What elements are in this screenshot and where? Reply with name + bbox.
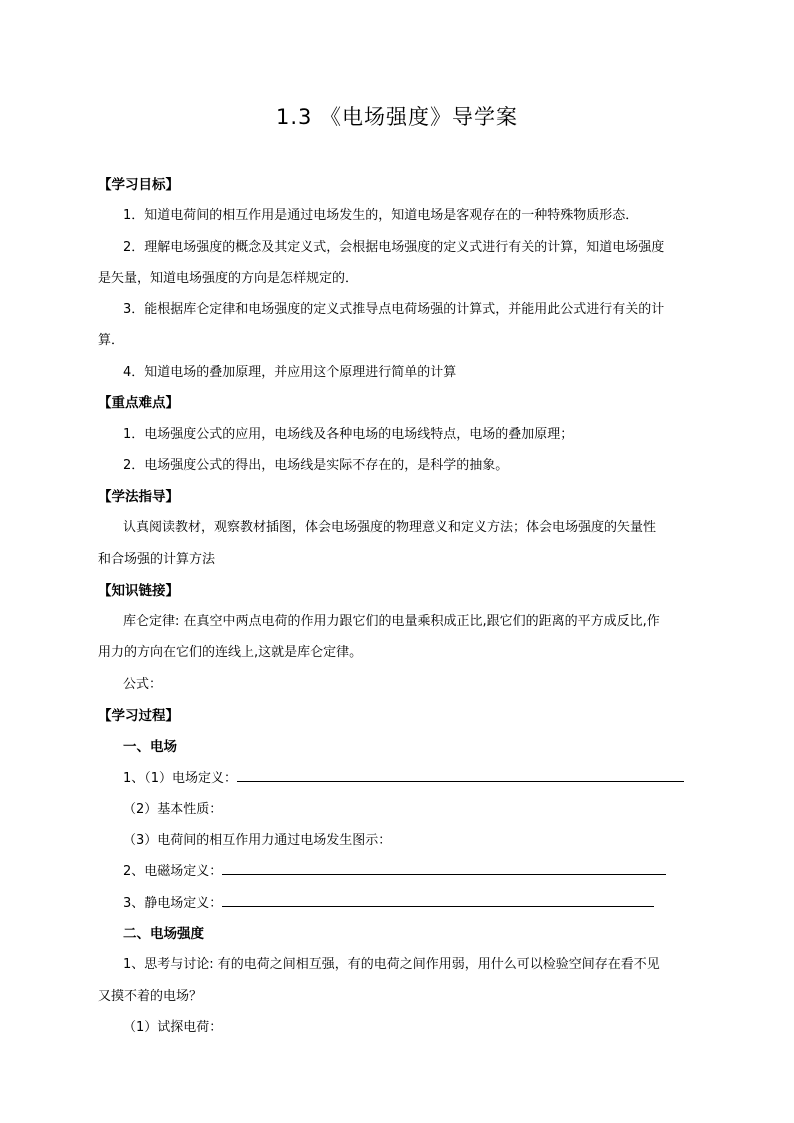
static-field-definition-label: 3、静电场定义： bbox=[123, 896, 223, 911]
part1-title: 一、电场 bbox=[123, 739, 177, 755]
static-field-definition-blank[interactable] bbox=[222, 893, 654, 907]
objective-2a: 2．理解电场强度的概念及其定义式，会根据电场强度的定义式进行有关的计算，知道电场强度 bbox=[123, 240, 665, 255]
objective-3b: 算． bbox=[98, 333, 125, 348]
method-text-2: 和合场强的计算方法 bbox=[98, 552, 216, 567]
section-heading-process: 【学习过程】 bbox=[98, 708, 179, 724]
coulomb-law-1: 库仑定律: 在真空中两点电荷的作用力跟它们的电量乘积成正比,跟它们的距离的平方成反比,作 bbox=[123, 614, 660, 629]
key-point-2: 2．电场强度公式的得出，电场线是实际不存在的，是科学的抽象。 bbox=[123, 458, 509, 473]
section-heading-method: 【学法指导】 bbox=[98, 489, 179, 505]
method-text-1: 认真阅读教材，观察教材插图，体会电场强度的物理意义和定义方法；体会电场强度的矢量性 bbox=[123, 520, 657, 535]
test-charge-label: （1）试探电荷： bbox=[123, 1020, 223, 1035]
discussion-1: 1、思考与讨论: 有的电荷之间相互强，有的电荷之间作用弱，用什么可以检验空间存在看不见 bbox=[123, 957, 660, 972]
page-title: 1.3 《电场强度》导学案 bbox=[275, 105, 519, 129]
interaction-diagram-label: （3）电荷间的相互作用力通过电场发生图示： bbox=[123, 833, 392, 848]
field-definition-blank[interactable] bbox=[237, 768, 684, 782]
section-heading-key-points: 【重点难点】 bbox=[98, 395, 179, 411]
part2-title: 二、电场强度 bbox=[123, 926, 204, 942]
em-field-definition-row bbox=[123, 860, 666, 879]
objective-2b: 是矢量，知道电场强度的方向是怎样规定的． bbox=[98, 271, 359, 286]
section-heading-links: 【知识链接】 bbox=[98, 583, 179, 599]
em-field-definition-label: 2、电磁场定义： bbox=[123, 864, 223, 879]
objective-1: 1．知道电荷间的相互作用是通过电场发生的，知道电场是客观存在的一种特殊物质形态． bbox=[123, 208, 639, 223]
em-field-definition-blank[interactable] bbox=[222, 861, 666, 875]
basic-property: （2）基本性质： bbox=[123, 802, 223, 817]
coulomb-law-2: 用力的方向在它们的连线上,这就是库仑定律。 bbox=[98, 645, 363, 660]
formula-label: 公式： bbox=[123, 677, 163, 692]
static-field-definition-row bbox=[123, 892, 654, 911]
field-definition-label: 1、（1）电场定义： bbox=[123, 771, 238, 786]
field-definition-row bbox=[123, 767, 684, 786]
objective-3a: 3．能根据库仑定律和电场强度的定义式推导点电荷场强的计算式，并能用此公式进行有关的计 bbox=[123, 302, 665, 317]
key-point-1: 1．电场强度公式的应用，电场线及各种电场的电场线特点，电场的叠加原理； bbox=[123, 427, 574, 442]
objective-4: 4．知道电场的叠加原理，并应用这个原理进行简单的计算 bbox=[123, 365, 457, 380]
section-heading-objectives: 【学习目标】 bbox=[98, 177, 179, 193]
discussion-2: 又摸不着的电场？ bbox=[98, 989, 203, 1004]
